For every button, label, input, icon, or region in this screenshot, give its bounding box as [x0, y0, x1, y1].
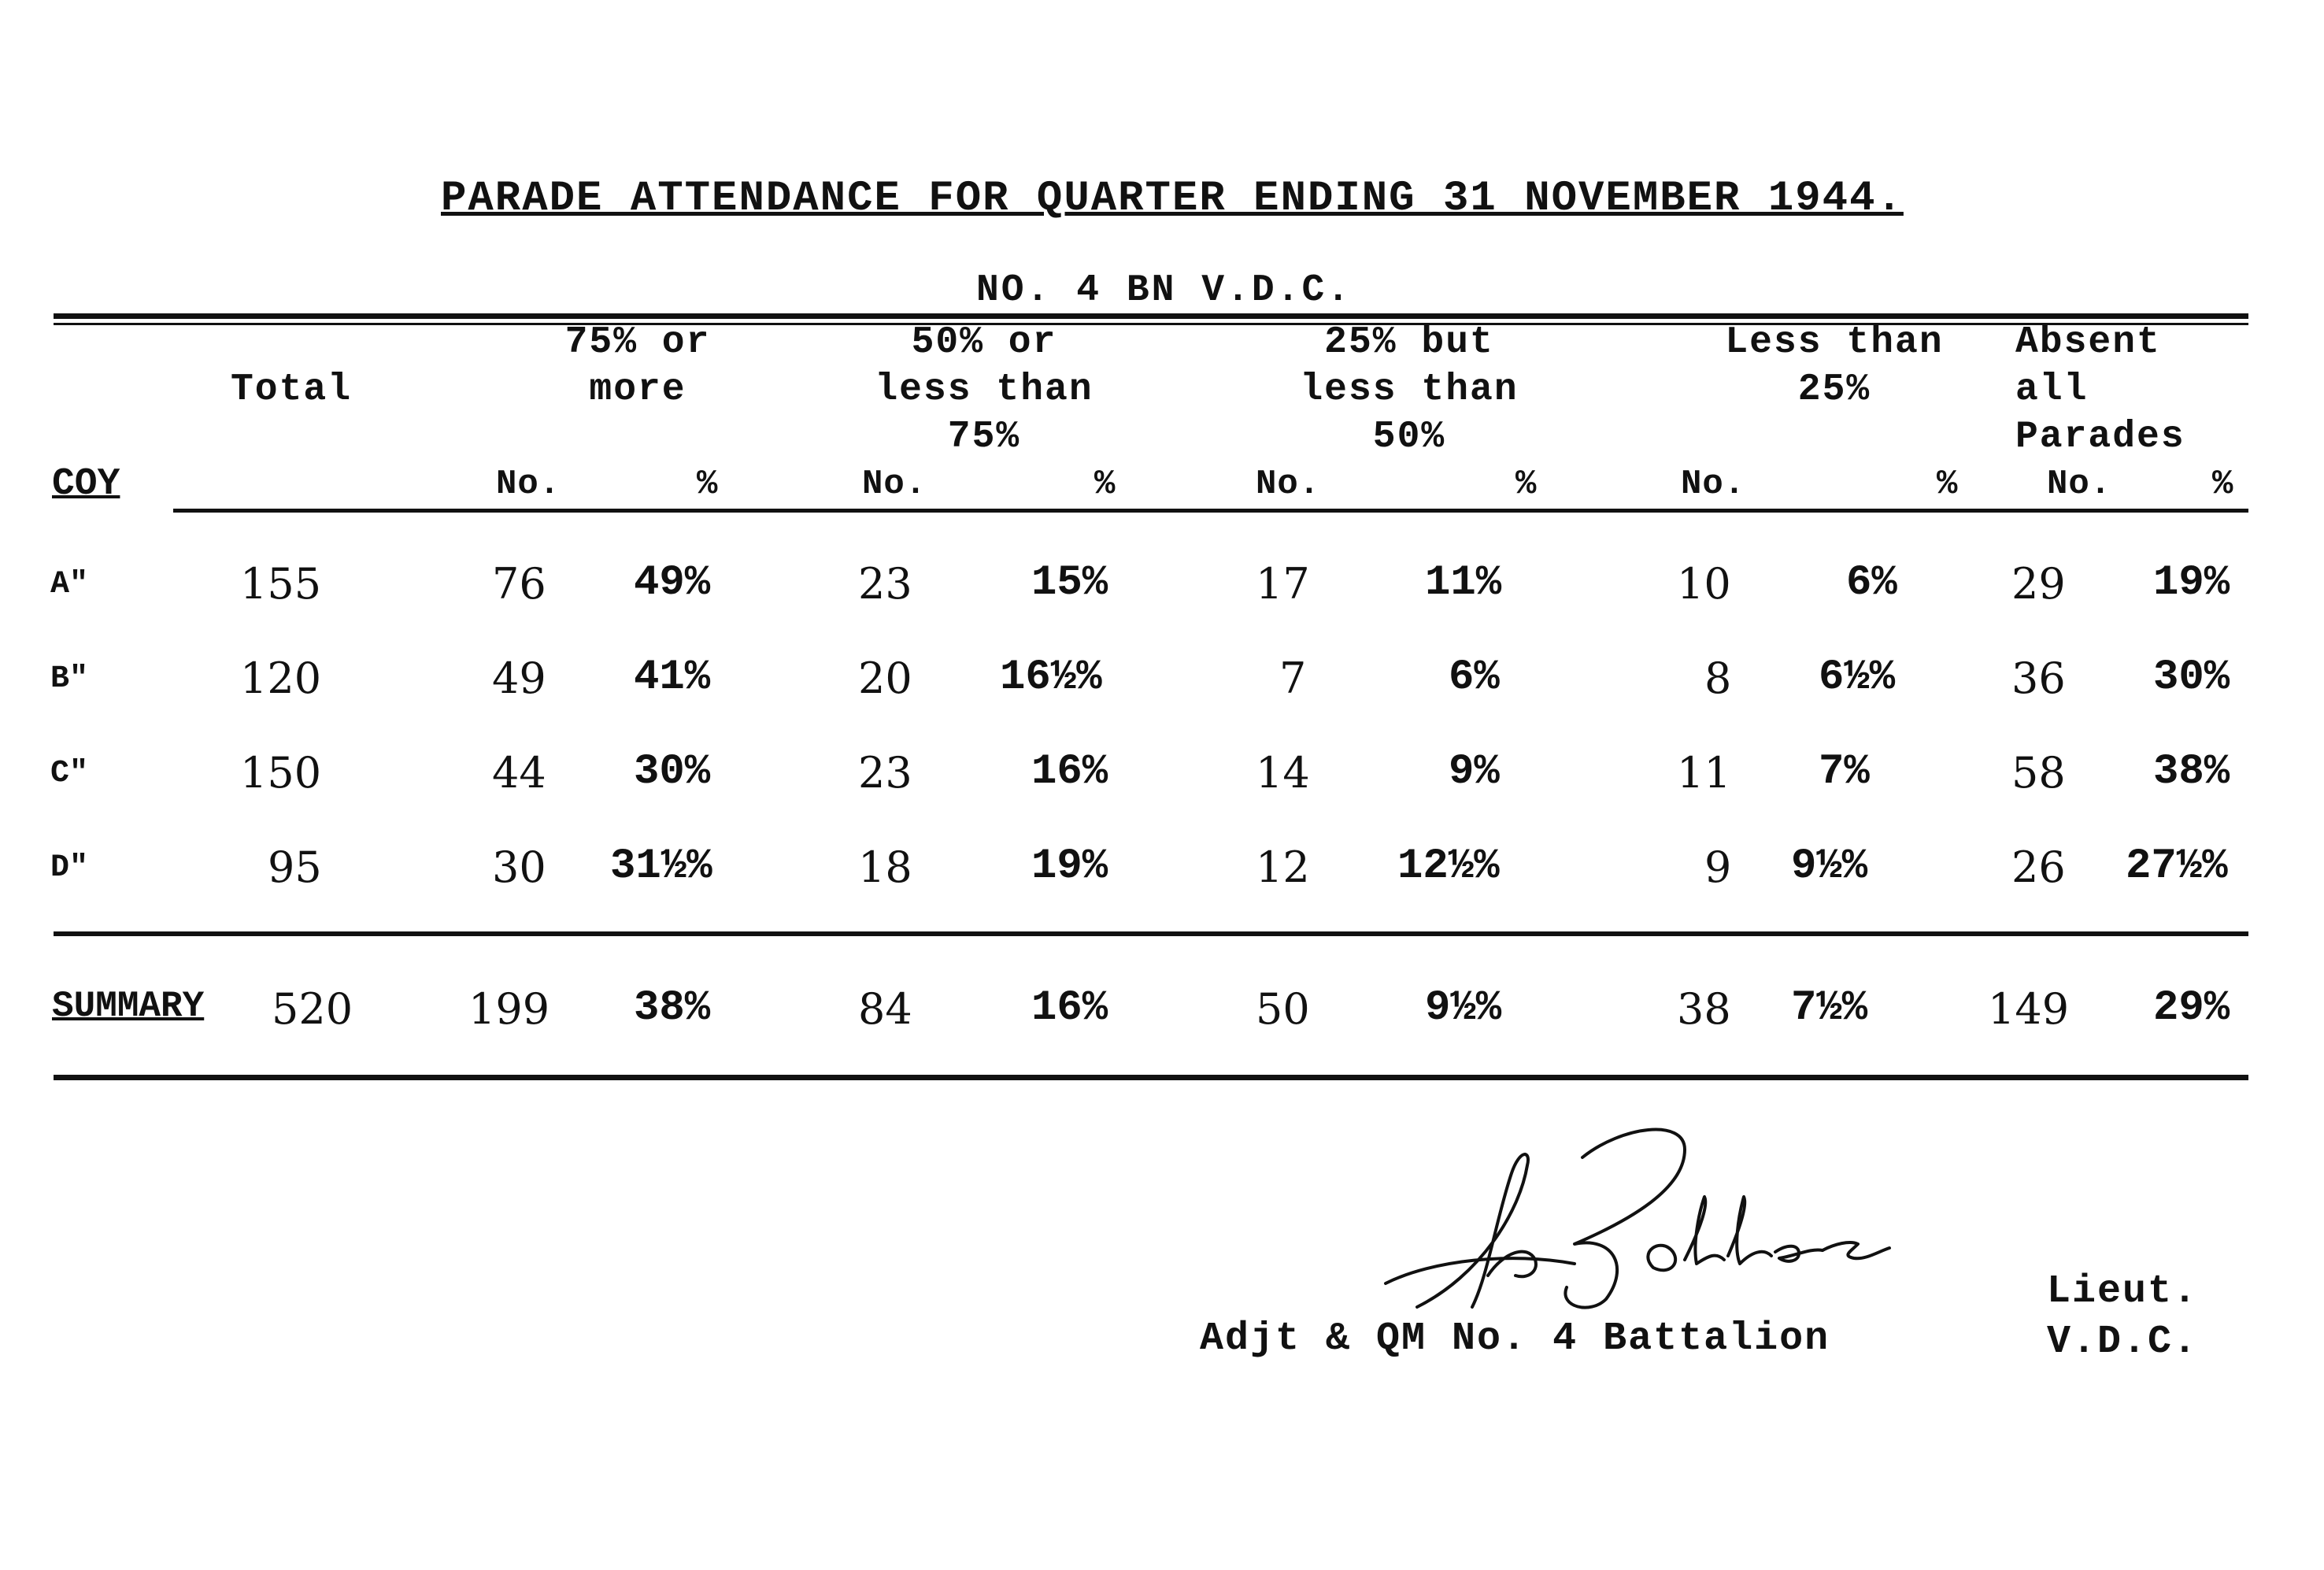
- subheader-no: No.: [496, 465, 561, 504]
- cell-no: 29: [2011, 559, 2066, 609]
- cell-no: 12: [1256, 842, 1310, 892]
- header-line: Absent: [2015, 321, 2161, 364]
- cell-no: 17: [1256, 559, 1310, 609]
- cell-pct: 15%: [1031, 559, 1108, 607]
- header-line: Less than: [1725, 321, 1944, 364]
- summary-pct: 29%: [2153, 984, 2230, 1032]
- header-line: 50%: [1372, 416, 1446, 458]
- subheader-no: No.: [2047, 465, 2112, 504]
- row-coy-label: D": [50, 850, 89, 886]
- signatory-title: Adjt & QM No. 4 Battalion: [1200, 1316, 1830, 1361]
- top-rule: [54, 313, 2248, 319]
- header-coy: COY: [52, 463, 120, 505]
- document-title: PARADE ATTENDANCE FOR QUARTER ENDING 31 NOVEMBER 1944.: [441, 175, 1904, 223]
- cell-pct: 30%: [2153, 654, 2230, 702]
- row-coy-label: A": [50, 567, 89, 602]
- summary-pct: 16%: [1031, 984, 1108, 1032]
- cell-pct: 9½%: [1791, 842, 1868, 891]
- unit-heading: NO. 4 BN V.D.C.: [976, 269, 1353, 312]
- cell-total: 120: [240, 654, 322, 703]
- header-line: less than: [1300, 368, 1519, 411]
- cell-pct: 9%: [1449, 748, 1500, 796]
- summary-no: 149: [1988, 984, 2070, 1034]
- summary-pct: 38%: [634, 984, 711, 1032]
- cell-no: 44: [492, 748, 546, 798]
- cell-pct: 41%: [634, 654, 711, 702]
- subheader-no: No.: [862, 465, 927, 504]
- cell-no: 23: [858, 748, 912, 798]
- cell-no: 8: [1704, 654, 1732, 703]
- handwritten-signature: [1370, 1118, 1905, 1323]
- cell-total: 95: [268, 842, 322, 892]
- cell-no: 36: [2011, 654, 2066, 703]
- cell-total: 150: [240, 748, 322, 798]
- header-line: 50% or: [911, 321, 1057, 364]
- summary-total: 520: [272, 984, 353, 1034]
- bottom-rule: [54, 1075, 2248, 1080]
- cell-no: 58: [2011, 748, 2066, 798]
- cell-pct: 30%: [634, 748, 711, 796]
- header-25-to-50: [1260, 319, 1559, 461]
- cell-pct: 16½%: [1000, 654, 1102, 702]
- header-line: 25% but: [1324, 321, 1494, 364]
- header-line: 75%: [947, 416, 1021, 458]
- row-coy-label: C": [50, 756, 89, 791]
- header-absent-all-parades: [2015, 319, 2220, 461]
- summary-pct: 9½%: [1425, 984, 1502, 1032]
- cell-no: 26: [2011, 842, 2066, 892]
- subheader-pct: %: [2212, 465, 2234, 504]
- subheader-pct: %: [1937, 465, 1959, 504]
- row-coy-label: B": [50, 661, 89, 697]
- cell-pct: 49%: [634, 559, 711, 607]
- signatory-unit: V.D.C.: [2047, 1320, 2199, 1364]
- cell-pct: 38%: [2153, 748, 2230, 796]
- header-total: Total: [230, 368, 353, 411]
- header-line: 25%: [1797, 368, 1871, 411]
- cell-no: 30: [492, 842, 546, 892]
- summary-no: 84: [858, 984, 912, 1034]
- header-line: 75% or: [564, 321, 711, 364]
- cell-pct: 6%: [1846, 559, 1897, 607]
- summary-label: SUMMARY: [52, 986, 205, 1027]
- subheader-no: No.: [1681, 465, 1746, 504]
- signatory-rank: Lieut.: [2047, 1269, 2199, 1314]
- header-less-than-25: [1693, 319, 1976, 413]
- summary-pct: 7½%: [1791, 984, 1868, 1032]
- header-line: all: [2015, 368, 2089, 411]
- cell-pct: 19%: [2153, 559, 2230, 607]
- cell-no: 7: [1279, 654, 1307, 703]
- header-line: less than: [875, 368, 1094, 411]
- cell-pct: 7%: [1819, 748, 1870, 796]
- cell-no: 10: [1677, 559, 1731, 609]
- cell-pct: 11%: [1425, 559, 1502, 607]
- header-rule: [173, 509, 2248, 513]
- cell-no: 23: [858, 559, 912, 609]
- cell-pct: 31½%: [610, 842, 712, 891]
- summary-no: 38: [1677, 984, 1731, 1034]
- subheader-no: No.: [1256, 465, 1321, 504]
- cell-pct: 16%: [1031, 748, 1108, 796]
- header-50-to-75: [834, 319, 1134, 461]
- subheader-pct: %: [1515, 465, 1538, 504]
- cell-no: 49: [492, 654, 546, 703]
- cell-no: 14: [1256, 748, 1310, 798]
- cell-pct: 27½%: [2126, 842, 2228, 891]
- cell-pct: 6%: [1449, 654, 1500, 702]
- cell-pct: 6½%: [1819, 654, 1896, 702]
- cell-no: 20: [858, 654, 912, 703]
- summary-no: 50: [1256, 984, 1310, 1034]
- cell-no: 18: [858, 842, 912, 892]
- cell-pct: 12½%: [1397, 842, 1500, 891]
- cell-no: 11: [1677, 748, 1731, 798]
- subheader-pct: %: [697, 465, 719, 504]
- header-line: Parades: [2015, 416, 2185, 458]
- subheader-pct: %: [1094, 465, 1116, 504]
- cell-pct: 19%: [1031, 842, 1108, 891]
- summary-no: 199: [468, 984, 550, 1034]
- header-line: more: [589, 368, 686, 411]
- header-75-or-more: [504, 319, 772, 413]
- cell-total: 155: [240, 559, 322, 609]
- cell-no: 76: [492, 559, 546, 609]
- cell-no: 9: [1704, 842, 1732, 892]
- summary-top-rule: [54, 931, 2248, 936]
